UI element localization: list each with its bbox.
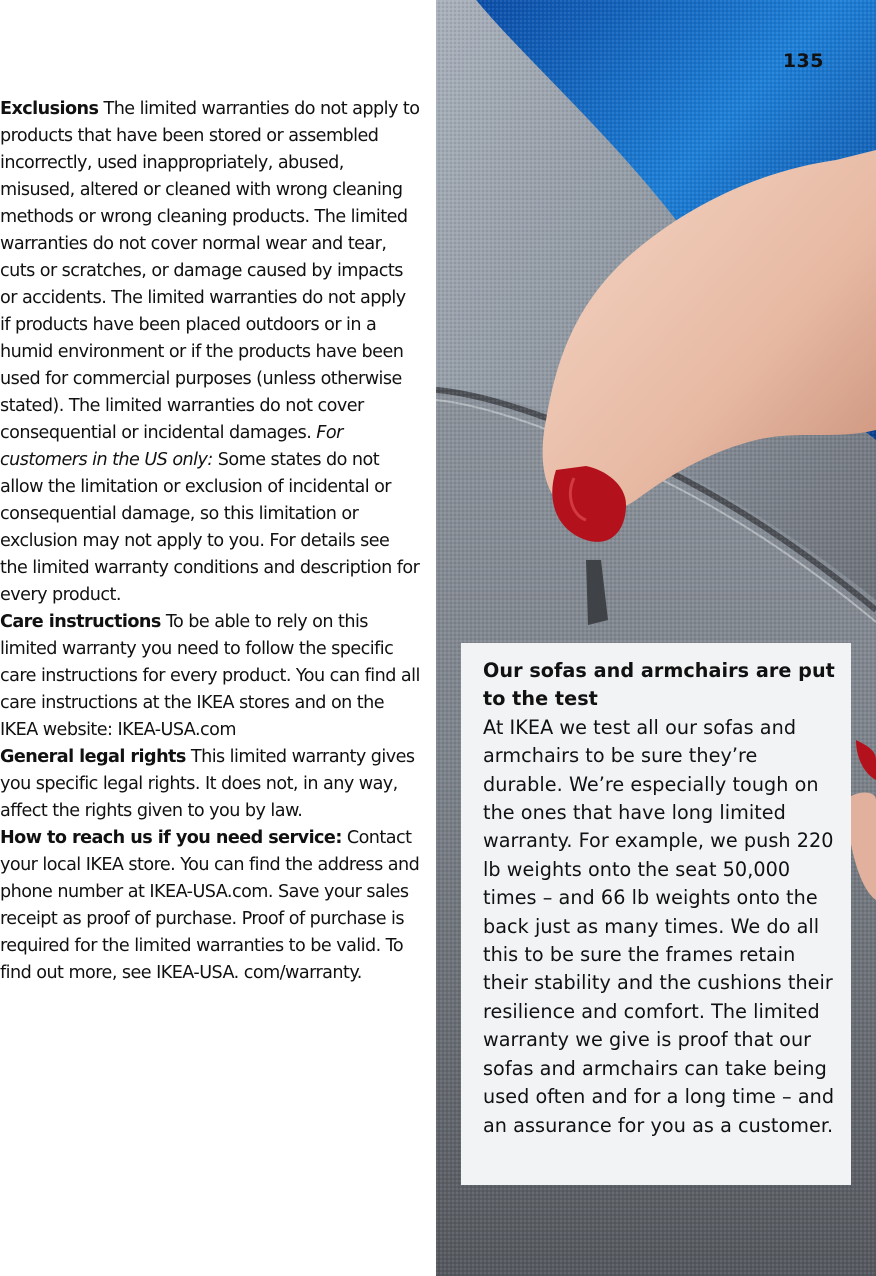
service-paragraph bbox=[0, 825, 420, 987]
exclusions-body: The limited warranties do not apply to products that have been stored or assembled incorrectly, used inappropriately, abused, misused, altered or cleaned with wrong cleaning methods or wrong cleaning products. The limited warranties do not cover normal wear and tear, cuts or scratches, or damage caused by impacts or accidents. The limited warranties do not apply if products have been placed outdoors or in a humid environment or if the products have been used for commercial purposes (unless otherwise stated). The limited warranties do not cover consequential or incidental damages. bbox=[0, 99, 420, 443]
legal-rights-heading: General legal rights bbox=[0, 747, 186, 767]
exclusions-heading: Exclusions bbox=[0, 99, 99, 119]
care-instructions-paragraph bbox=[0, 609, 420, 744]
exclusions-paragraph bbox=[0, 96, 420, 609]
warranty-text-column bbox=[0, 96, 420, 987]
page-number: 135 bbox=[782, 50, 824, 72]
us-customers-label: For customers in the US only: bbox=[0, 423, 343, 470]
legal-rights-body: This limited warranty gives you specific legal rights. It does not, in any way, affect the rights given to you by law. bbox=[0, 747, 415, 821]
info-box-body: At IKEA we test all our sofas and armchairs to be sure they’re durable. We’re especially tough on the ones that have long limited warranty. For example, we push 220 lb weights onto the seat 50,000 times – and 66 lb weights onto the back just as many times. We do all this to be sure the frames retain their stability and the cushions their resilience and comfort. The limited warranty we give is proof that our sofas and armchairs can take being used often and for a long time – and an assurance for you as a customer. bbox=[483, 715, 835, 1137]
service-body: Contact your local IKEA store. You can find the address and phone number at IKEA-USA.com. Save your sales receipt as proof of purchase. Proof of purchase is required for the limited warranties to be valid. To find out more, see IKEA-USA. com/warranty. bbox=[0, 828, 420, 983]
sofa-test-info-box bbox=[461, 643, 851, 1185]
info-box-title: Our sofas and armchairs are put to the test bbox=[483, 659, 835, 711]
service-heading: How to reach us if you need service: bbox=[0, 828, 342, 848]
legal-rights-paragraph bbox=[0, 744, 420, 825]
care-instructions-heading: Care instructions bbox=[0, 612, 161, 632]
us-customers-body: Some states do not allow the limitation or exclusion of incidental or consequential damage, so this limitation or exclusion may not apply to you. For details see the limited warranty conditions and description for every product. bbox=[0, 450, 420, 605]
care-instructions-body: To be able to rely on this limited warranty you need to follow the specific care instructions for every product. You can find all care instructions at the IKEA stores and on the IKEA website: IKEA-USA.com bbox=[0, 612, 420, 740]
